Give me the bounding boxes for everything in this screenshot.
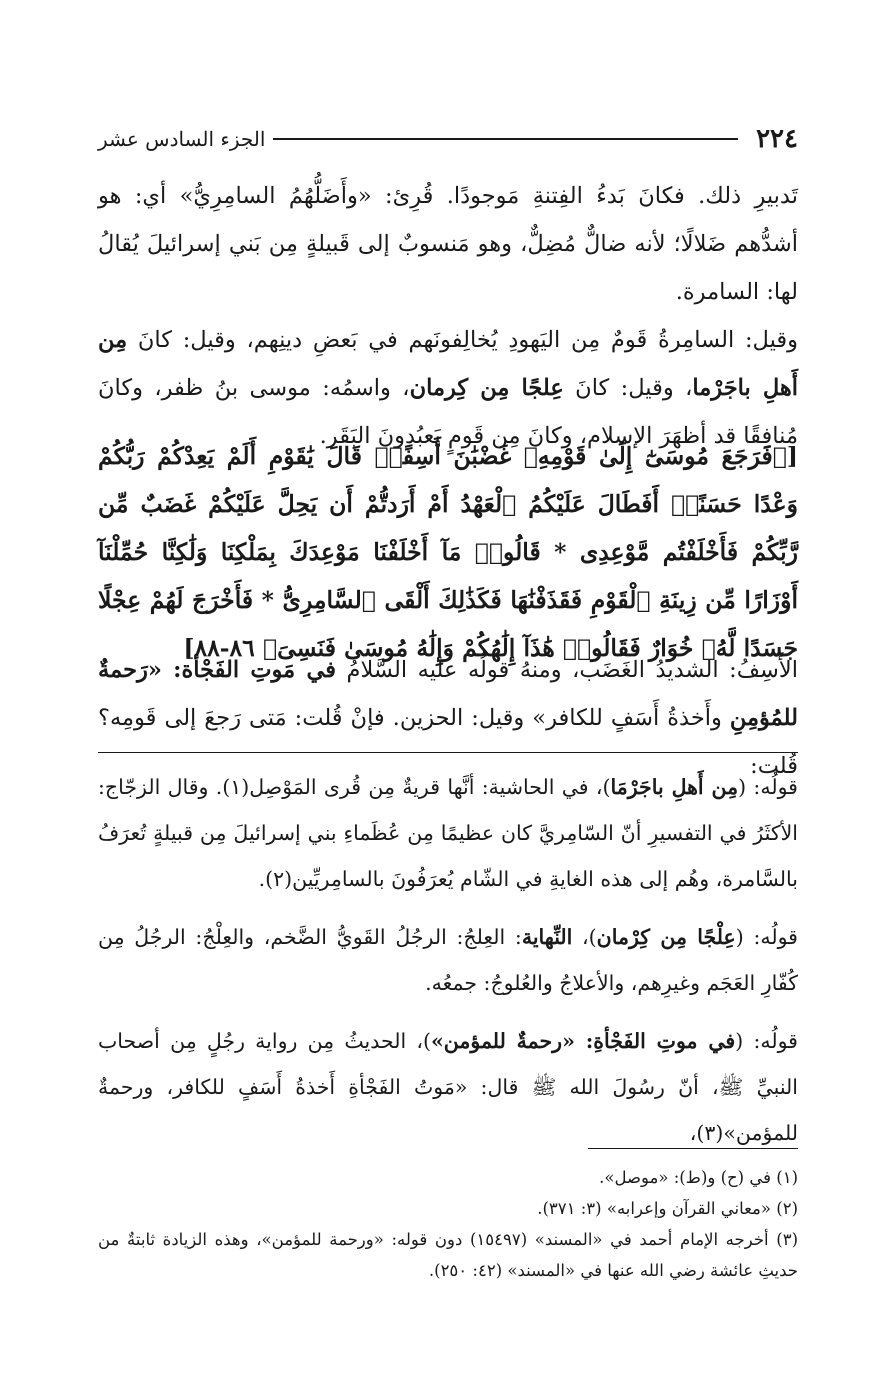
running-title: الجزء السادس عشر <box>98 127 266 151</box>
bold-phrase-bajarma: مِن أَهلِ باجَرْما <box>98 327 798 401</box>
commentary-note-3: قولُه: (في موتِ الفَجْأةِ: «رحمةٌ للمؤمن»)، الحديثُ مِن رواية رجُلٍ مِن أصحاب النبيِّ ﷺ، أنّ رسُولَ الله ﷺ قال: «مَوتُ الفَجْأةِ أَخذةُ أَسَفٍ للكافر، ورحمةٌ للمؤمن»(٣)، <box>98 1029 798 1145</box>
footnote-3: (٣) أخرجه الإمام أحمد في «المسند» (١٥٤٩٧) دون قوله: «ورحمة للمؤمن»، وهذه الزيادة ثابتةٌ من حديثِ عائشة رضي الله عنها في «المسند» (٤٢: ٢٥٠). <box>98 1230 798 1280</box>
main-paragraph-3: الأَسِفُ: الشديدُ الغَضَب، ومنهُ قولُه عليه السَّلامُ في مَوتِ الفَجْأة: «رَحمةٌ للمُؤمِنِ وأَخذةُ أَسَفٍ للكافر» وقيل: الحزين. فإنْ قُلت: مَتى رَجعَ إلى قَومِه؟ قُلت: <box>98 657 798 779</box>
footnotes <box>98 1162 798 1286</box>
page-number: ٢٢٤ <box>756 124 798 154</box>
main-paragraph-2: وقيل: السامِرةُ قَومٌ مِن اليَهودِ يُخالِفونَهم في بَعضِ دينِهم، وقيل: كانَ مِن أَهلِ باجَرْما، وقيل: كانَ عِلجًا مِن كِرمان، واسمُه: موسى بنُ ظفر، وكانَ مُنافِقًا قد أظهَرَ الإسلام، وكانَ مِن قَومٍ يَعبُدونَ البَقَر. <box>98 327 798 449</box>
quran-text: [﴿فَرَجَعَ مُوسَىٰٓ إِلَىٰ قَوْمِهِۦ غَضْبَٰنَ أَسِفًاۚ قَالَ يَٰقَوْمِ أَلَمْ يَعِدْكُمْ رَبُّكُمْ وَعْدًا حَسَنًاۚ أَفَطَالَ عَلَيْكُمُ ٱلْعَهْدُ أَمْ أَرَدتُّمْ أَن يَحِلَّ عَلَيْكُمْ غَضَبٌ مِّن رَّبِّكُمْ فَأَخْلَفْتُم مَّوْعِدِى * قَالُوا۟ مَآ أَخْلَفْنَا مَوْعِدَكَ بِمَلْكِنَا وَلَٰكِنَّا حُمِّلْنَآ أَوْزَارًا مِّن زِينَةِ ٱلْقَوْمِ فَقَذَفْنَٰهَا فَكَذَٰلِكَ أَلْقَى ٱلسَّامِرِىُّ * فَأَخْرَجَ لَهُمْ عِجْلًا جَسَدًا لَّهُۥ خُوَارٌ فَقَالُوا۟ هَٰذَآ إِلَٰهُكُمْ وَإِلَٰهُ مُوسَىٰ فَنَسِىَ﴾ ٨٦-٨٨] <box>98 442 798 662</box>
footnote-separator <box>588 1148 798 1149</box>
footnote-1: (١) في (ح) و(ط): «موصل». <box>599 1168 798 1187</box>
commentary-separator <box>98 752 798 753</box>
bold-phrase-kirman: عِلجًا مِن كِرمان <box>409 375 564 401</box>
commentary-notes <box>98 764 798 1168</box>
header-rule <box>273 138 738 140</box>
page-header <box>98 122 798 156</box>
commentary-note-2: قولُه: (عِلْجًا مِن كِرْمان)، النِّهاية: العِلجُ: الرجُلُ القَويُّ الضَّخم، والعِلْجُ: الرجُلُ مِن كُفّارِ العَجَم وغيرِهم، والأعلاجُ والعُلوجُ: جمعُه. <box>98 925 798 995</box>
bold-phrase-hadith: في مَوتِ الفَجْأة: «رَحمةٌ للمُؤمِنِ <box>98 657 798 731</box>
quran-verses <box>98 432 798 672</box>
footnote-2: (٢) «معاني القرآن وإعرابه» (٣: ٣٧١). <box>537 1199 798 1218</box>
main-paragraph-1: تَدبيرِ ذلك. فكانَ بَدءُ الفِتنةِ مَوجودًا. قُرِئ: «وأَضَلُّهُمُ السامِرِيُّ» أي: هو أشدُّهم ضَلالًا؛ لأنه ضالٌّ مُضِلٌّ، وهو مَنسوبٌ إلى قَبيلةٍ مِن بَني إسرائيلَ يُقالُ لها: السامرة. <box>98 183 798 305</box>
main-text <box>98 172 798 460</box>
commentary-note-1: قولُه: (مِن أَهلِ باجَرْمَا)، في الحاشية: أنَّها قريةٌ مِن قُرى المَوْصِل(١). وقال الزجّاج: الأكثَرُ في التفسيرِ أنّ السّامِريَّ كان عظيمًا مِن عُظَماءِ بني إسرائيلَ مِن قبيلةٍ تُعرَفُ بالسَّامرة، وهُم إلى هذه الغايةِ في الشّام يُعرَفُونَ بالسامِريِّين(٢). <box>98 775 798 891</box>
